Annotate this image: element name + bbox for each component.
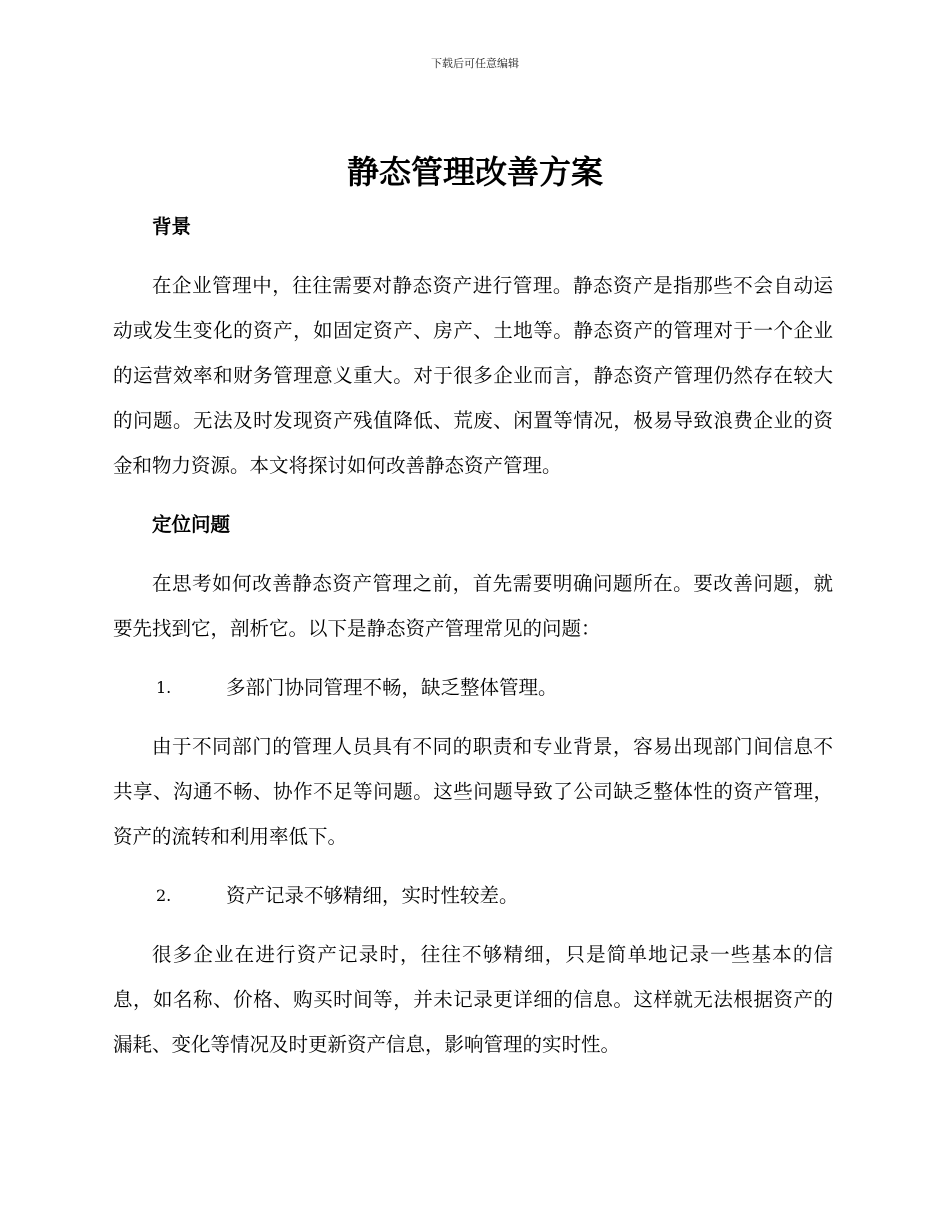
list-item-number: 1. [156, 678, 172, 697]
list-item [113, 665, 833, 710]
header-note: 下载后可任意编辑 [431, 57, 519, 70]
spacer [113, 859, 833, 873]
list-item-detail: 很多企业在进行资产记录时，往往不够精细，只是简单地记录一些基本的信息，如名称、价格、购买时间等，并未记录更详细的信息。这样就无法根据资产的漏耗、变化等情况及时更新资产信息，影响管理的实时性。 [113, 943, 833, 1056]
list-item [113, 873, 833, 918]
spacer [113, 488, 833, 502]
problem-intro-paragraph: 在思考如何改善静态资产管理之前，首先需要明确问题所在。要改善问题，就要先找到它，剖析它。以下是静态资产管理常见的问题： [113, 572, 833, 640]
list-item-detail: 由于不同部门的管理人员具有不同的职责和专业背景，容易出现部门间信息不共享、沟通不畅、协作不足等问题。这些问题导致了公司缺乏整体性的资产管理，资产的流转和利用率低下。 [113, 735, 833, 848]
section-heading-background: 背景 [152, 215, 192, 238]
spacer [113, 710, 833, 724]
spacer [113, 547, 833, 561]
spacer [113, 651, 833, 665]
section-heading-problem: 定位问题 [152, 513, 231, 536]
spacer [113, 918, 833, 932]
list-item-number: 2. [156, 886, 172, 905]
spacer [113, 249, 833, 263]
list-item-title: 资产记录不够精细，实时性较差。 [226, 884, 519, 907]
document-body [113, 204, 833, 1067]
background-paragraph: 在企业管理中，往往需要对静态资产进行管理。静态资产是指那些不会自动运动或发生变化的资产，如固定资产、房产、土地等。静态资产的管理对于一个企业的运营效率和财务管理意义重大。对于很多企业而言，静态资产管理仍然存在较大的问题。无法及时发现资产残值降低、荒废、闲置等情况，极易导致浪费企业的资金和物力资源。本文将探讨如何改善静态资产管理。 [113, 274, 833, 477]
list-item-title: 多部门协同管理不畅，缺乏整体管理。 [226, 676, 558, 699]
document-title: 静态管理改善方案 [346, 153, 603, 191]
